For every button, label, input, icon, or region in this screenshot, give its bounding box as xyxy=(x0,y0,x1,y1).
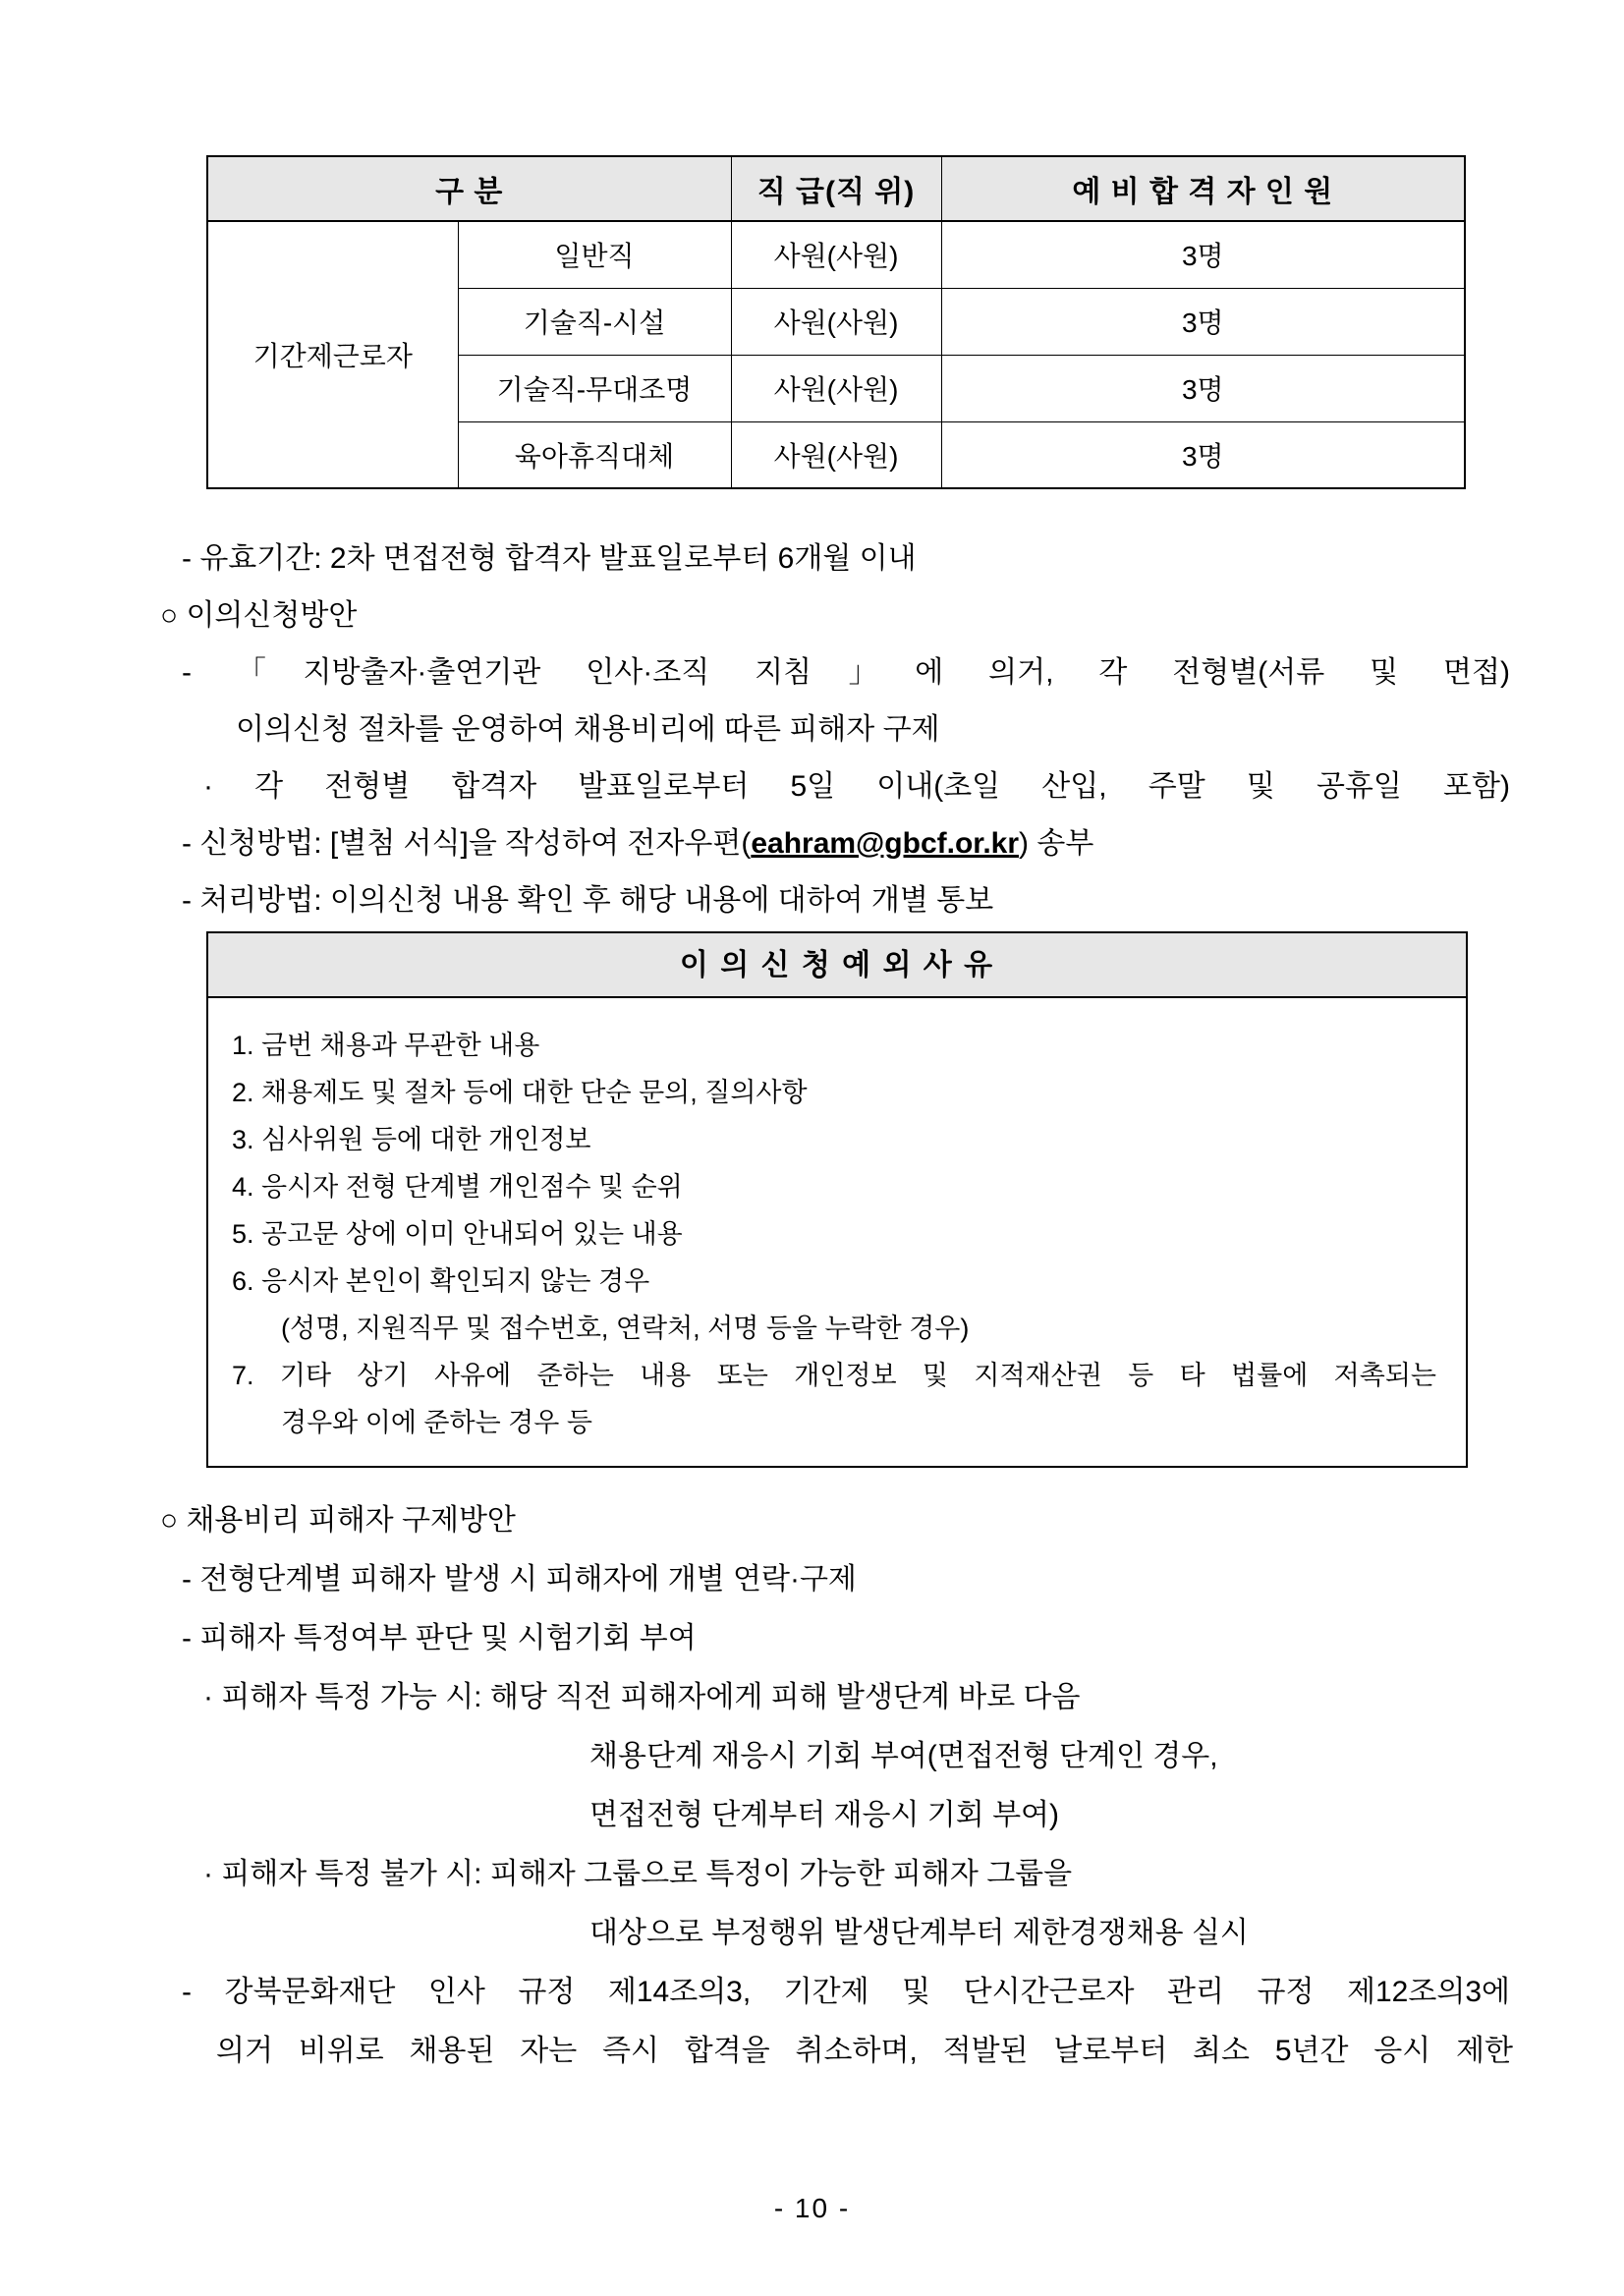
exception-item-continuation: (성명, 지원직무 및 접수번호, 연락처, 서명 등을 누락한 경우) xyxy=(281,1314,970,1343)
exception-item: 1. 금번 채용과 무관한 내용 xyxy=(232,1031,540,1060)
remedy-line: - 강북문화재단 인사 규정 제14조의3, 기간제 및 단시간근로자 관리 규정 제12조의3에 xyxy=(182,1976,1510,2008)
objection-heading: ○ 이의신청방안 xyxy=(160,599,358,632)
grade-cell: 사원(사원) xyxy=(731,421,941,488)
exception-item-continuation: 경우와 이에 준하는 경우 등 xyxy=(281,1408,592,1437)
contact-email: eahram@gbcf.or.kr xyxy=(751,827,1020,860)
basis-line: - 「지방출자·출연기관 인사·조직 지침」에 의거, 각 전형별(서류 및 면접) xyxy=(182,656,1510,689)
header-cell-category: 구 분 xyxy=(207,156,731,221)
exception-item: 2. 채용제도 및 절차 등에 대한 단순 문의, 질의사항 xyxy=(232,1078,808,1107)
basis-line-continuation: 이의신청 절차를 운영하여 채용비리에 따른 피해자 구제 xyxy=(236,713,940,746)
deadline-line: · 각 전형별 합격자 발표일로부터 5일 이내(초일 산입, 주말 및 공휴일 포함) xyxy=(203,770,1510,803)
group-label-cell: 기간제근로자 xyxy=(207,221,458,488)
count-cell: 3명 xyxy=(941,421,1465,488)
exception-item: 6. 응시자 본인이 확인되지 않는 경우 xyxy=(232,1266,650,1296)
count-cell: 3명 xyxy=(941,355,1465,421)
count-cell: 3명 xyxy=(941,221,1465,288)
category-cell: 기술직-시설 xyxy=(458,288,731,355)
grade-cell: 사원(사원) xyxy=(731,355,941,421)
exception-box-title: 이 의 신 청 예 외 사 유 xyxy=(208,933,1466,998)
remedy-line: · 피해자 특정 가능 시: 해당 직전 피해자에게 피해 발생단계 바로 다음 xyxy=(203,1681,1081,1713)
exception-item: 4. 응시자 전형 단계별 개인점수 및 순위 xyxy=(232,1172,683,1202)
remedy-line: · 피해자 특정 불가 시: 피해자 그룹으로 특정이 가능한 피해자 그룹을 xyxy=(203,1858,1073,1890)
remedy-section xyxy=(0,1491,1624,2081)
header-cell-count: 예 비 합 격 자 인 원 xyxy=(941,156,1465,221)
header-cell-grade: 직 급(직 위) xyxy=(731,156,941,221)
page-number: - 10 - xyxy=(773,2193,851,2223)
apply-method-prefix: - 신청방법: [별첨 서식]을 작성하여 전자우편( xyxy=(182,827,752,860)
grade-cell: 사원(사원) xyxy=(731,221,941,288)
count-cell: 3명 xyxy=(941,288,1465,355)
category-cell: 육아휴직대체 xyxy=(458,421,731,488)
objection-exception-box xyxy=(206,931,1468,1468)
remedy-line-continuation: 채용단계 재응시 기회 부여(면접전형 단계인 경우, xyxy=(589,1740,1218,1772)
remedy-line: - 전형단계별 피해자 발생 시 피해자에 개별 연락·구제 xyxy=(182,1563,857,1596)
apply-method-suffix: ) 송부 xyxy=(1019,827,1094,860)
exception-item: 3. 심사위원 등에 대한 개인정보 xyxy=(232,1125,591,1154)
validity-line: - 유효기간: 2차 면접전형 합격자 발표일로부터 6개월 이내 xyxy=(182,542,917,575)
exception-box-body xyxy=(208,998,1466,1466)
remedy-line-continuation: 대상으로 부정행위 발생단계부터 제한경쟁채용 실시 xyxy=(589,1917,1249,1949)
category-cell: 기술직-무대조명 xyxy=(458,355,731,421)
exception-item: 5. 공고문 상에 이미 안내되어 있는 내용 xyxy=(232,1219,683,1249)
category-cell: 일반직 xyxy=(458,221,731,288)
process-line: - 처리방법: 이의신청 내용 확인 후 해당 내용에 대하여 개별 통보 xyxy=(182,884,994,917)
apply-method-line xyxy=(182,815,1624,872)
objection-section xyxy=(0,531,1624,929)
exception-item: 7. 기타 상기 사유에 준하는 내용 또는 개인정보 및 지적재산권 등 타 법률에 저촉되는 xyxy=(232,1361,1436,1390)
grade-cell: 사원(사원) xyxy=(731,288,941,355)
table-row xyxy=(207,221,1465,288)
table-header-row xyxy=(207,156,1465,221)
remedy-line: - 피해자 특정여부 판단 및 시험기회 부여 xyxy=(182,1622,697,1654)
remedy-line-continuation: 면접전형 단계부터 재응시 기회 부여) xyxy=(589,1799,1060,1831)
reserve-candidates-table xyxy=(206,155,1466,489)
remedy-heading: ○ 채용비리 피해자 구제방안 xyxy=(160,1504,516,1537)
remedy-line-continuation: 의거 비위로 채용된 자는 즉시 합격을 취소하며, 적발된 날로부터 최소 5년간 응시 제한 xyxy=(216,2035,1513,2067)
